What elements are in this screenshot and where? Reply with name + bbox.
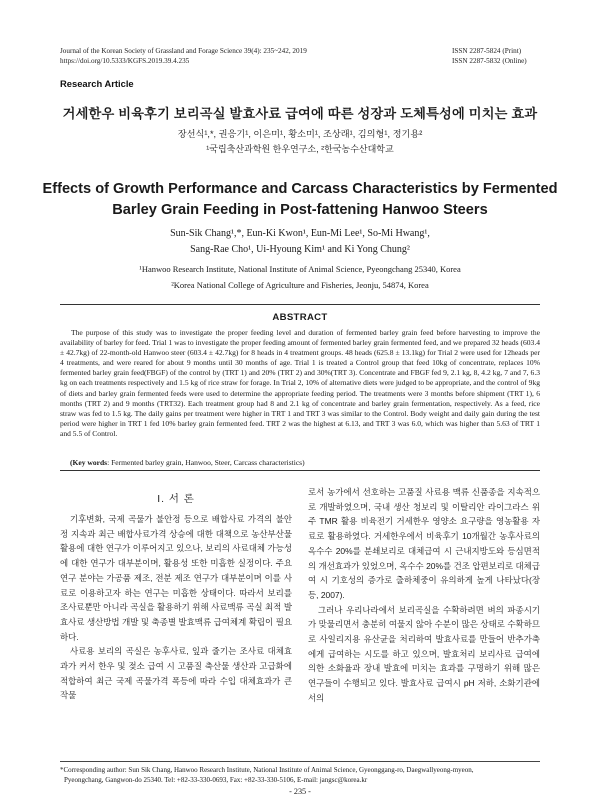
footnote-divider xyxy=(60,761,540,762)
korean-affiliations: ¹국립축산과학원 한우연구소, ²한국농수산대학교 xyxy=(206,144,394,154)
english-authors-line-1: Sun-Sik Chang¹,*, Eun-Ki Kwon¹, Eun-Mi Lee¹, So-Mi Hwang¹, xyxy=(170,228,430,239)
korean-authors: 장선식¹,*, 권응기¹, 이은미¹, 황소미¹, 조상래¹, 김의형¹, 정기용² xyxy=(177,129,423,139)
page-number: - 235 - xyxy=(289,787,311,796)
keywords-label: (Key words xyxy=(70,458,108,467)
intro-paragraph: 로서 농가에서 선호하는 고품질 사료용 맥류 신품종을 지속적으로 개발하였으며, 국내 생산 청보리 및 이탈리안 라이그라스 위주 TMR 활용 비육전기 거세한우 영양소 요구량을 영농활용 자료로 활용하였다. 거세한우에서 비육후기 10개월간 농후사료의 옥수수 20%를 분쇄보리로 대체급여 시 근내지방도와 등심면적의 개선효과가 있었으며, 옥수수 20%를 건조 압편보리로 대체급여 시 기호성의 증가로 출하체중이 유의하게 높게 나타났다(장 등, 2007). xyxy=(308,487,540,600)
english-title-line-2: Barley Grain Feeding in Post-fattening Hanwoo Steers xyxy=(112,202,488,218)
issn-online: ISSN 2287-5832 (Online) xyxy=(452,57,527,65)
intro-right-column xyxy=(308,485,540,706)
intro-paragraph: 그러나 우리나라에서 보리곡실을 수확하려면 벼의 파종시기가 맞물리면서 충분히 여물지 않아 수분이 많은 상태로 수확하므로 사일리지용 유산균을 처리하여 발효사료를 만들어 반추가축에게 급여하는 시도를 하고 있으며, 발효처리 보리사료 급여에 의한 소화율과 장내 발효에 미치는 효과를 구명하기 위해 많은 연구들이 수행되고 있다. 발효사료 급여시 pH 저하, 소화기관에서의 xyxy=(308,604,540,703)
intro-paragraph: 기후변화, 국제 곡물가 불안정 등으로 배합사료 가격의 불안정 지속과 최근 배합사료가격 상승에 대한 대책으로 농산부산물 활용에 대한 연구가 이루어지고 있으나, 보리의 사료대체 가능성에 대한 연구가 대부분이며, 활용성 또한 미흡한 실정이다. 주요 연구 분야는 가공품 제조, 전분 제조 연구가 대부분이며 이를 사료로 이용하고자 하는 연구는 미흡한 상태이다. 따라서 보리를 조사료뿐만 아니라 곡실을 활용하기 위해 사료맥류 곡실 최적 발효사료 생산방법 개발 및 축종별 발효맥류 급여체계 확립이 필요하다. xyxy=(60,514,292,642)
footnote-line-2: Pyeongchang, Gangwon-do 25340. Tel: +82-33-330-0693, Fax: +82-33-330-5106, E-mail: jangsc@korea.kr xyxy=(64,775,368,784)
issn-print: ISSN 2287-5824 (Print) xyxy=(452,47,522,55)
section-title-introduction: I. 서 론 xyxy=(157,494,195,505)
english-affiliation-1: ¹Hanwoo Research Institute, National Institute of Animal Science, Pyeongchang 25340, Korea xyxy=(139,264,461,274)
intro-left-column xyxy=(60,512,292,703)
abstract-heading: ABSTRACT xyxy=(272,312,328,323)
keywords xyxy=(70,458,540,468)
corresponding-author-footnote xyxy=(60,766,540,785)
footnote-line-1: *Corresponding author: Sun Sik Chang, Hanwoo Research Institute, National Institute of Animal Science, Gyeonggang-ro, Daegwallyeong-myeon, xyxy=(60,766,474,774)
issn-block xyxy=(452,46,548,66)
article-type-label: Research Article xyxy=(60,78,134,89)
doi-link[interactable]: https://doi.org/10.5333/KGFS.2019.39.4.235 xyxy=(60,57,190,65)
abstract-top-divider xyxy=(60,304,540,305)
english-affiliation-2: ²Korea National College of Agriculture and Fisheries, Jeonju, 54874, Korea xyxy=(171,280,429,290)
abstract-bottom-divider xyxy=(60,470,540,471)
intro-paragraph: 사료용 보리의 곡실은 농후사료, 잎과 줄기는 조사료 대체효과가 커서 한우 및 젖소 급여 시 고품질 축산물 생산과 고급화에 적합하여 최근 국제 곡물가격 폭등에 따라 수입 대체효과가 큰 작물 xyxy=(60,646,292,701)
english-title-line-1: Effects of Growth Performance and Carcass Characteristics by Fermented xyxy=(42,181,558,197)
journal-header xyxy=(60,46,307,66)
abstract-body: The purpose of this study was to investigate the proper feeding level and duration of fermented barley grain feed before harvesting to improve the availability of barley for feed. Trial 1 was to investigate the proper feeding amount of fermented barley grain fermented feed, and we prepared 32 heads (603.4 ± 42.7kg) of 22-month-old Hanwoo steer (603.4 ± 42.7kg) for 8 heads in 4 treatment groups. 48 heads (625.8 ± 13.1kg) for Trial 2 were used for 12heads per 4 treatments, and were reared for about 9 months until 30 months of age. Trial 1 is treated a Control group that feed 10kg of concentrate, replaces 10% fermented barley grain feed(FBGF) of the control by (TRT 1) and 20% (TRT 2) and 30%(TRT 3). Concentrate and FBGF fed 9, 2.1 kg, 8, 4.2 kg, 7 and 7, 6.3 kg on each treatments respectively and 1.5 kg of rice straw for forage. In Trial 2, 10% of alternative diets were judged to be appropriate, and the control of 9kg of diets and barley grain fermented feeds were used to determine the appropriate feeding period. The treatments were 3 months before shipment (TRT 1), 6 months (TRT 2) and 9 months (TRT32). Each treatment group had 8 and 2.1 kg of concentrate and barley grain fermentation, respectively. As a feed, rice straw was fed to 1.5 kg. The daily gains per treatment were higher in TRT 1 and TRT 3 was similar to the Control. Body weight and daily gain during the test period were higher in TRT 1 fed 10% barley grain fermented feed. TRT 2 was the highest at 6.13, and TRT 3 was 6.0, which was higher than 5.63 of TRT 1 and 5.5 of Control. xyxy=(60,328,540,438)
journal-citation: Journal of the Korean Society of Grassland and Forage Science 39(4): 235~242, 2019 xyxy=(60,47,307,55)
korean-title: 거세한우 비육후기 보리곡실 발효사료 급여에 따른 성장과 도체특성에 미치는 효과 xyxy=(62,106,538,121)
english-authors-line-2: Sang-Rae Cho¹, Ui-Hyoung Kim¹ and Ki Yong Chung² xyxy=(190,244,410,255)
keywords-text: : Fermented barley grain, Hanwoo, Steer, Carcass characteristics) xyxy=(107,458,305,467)
